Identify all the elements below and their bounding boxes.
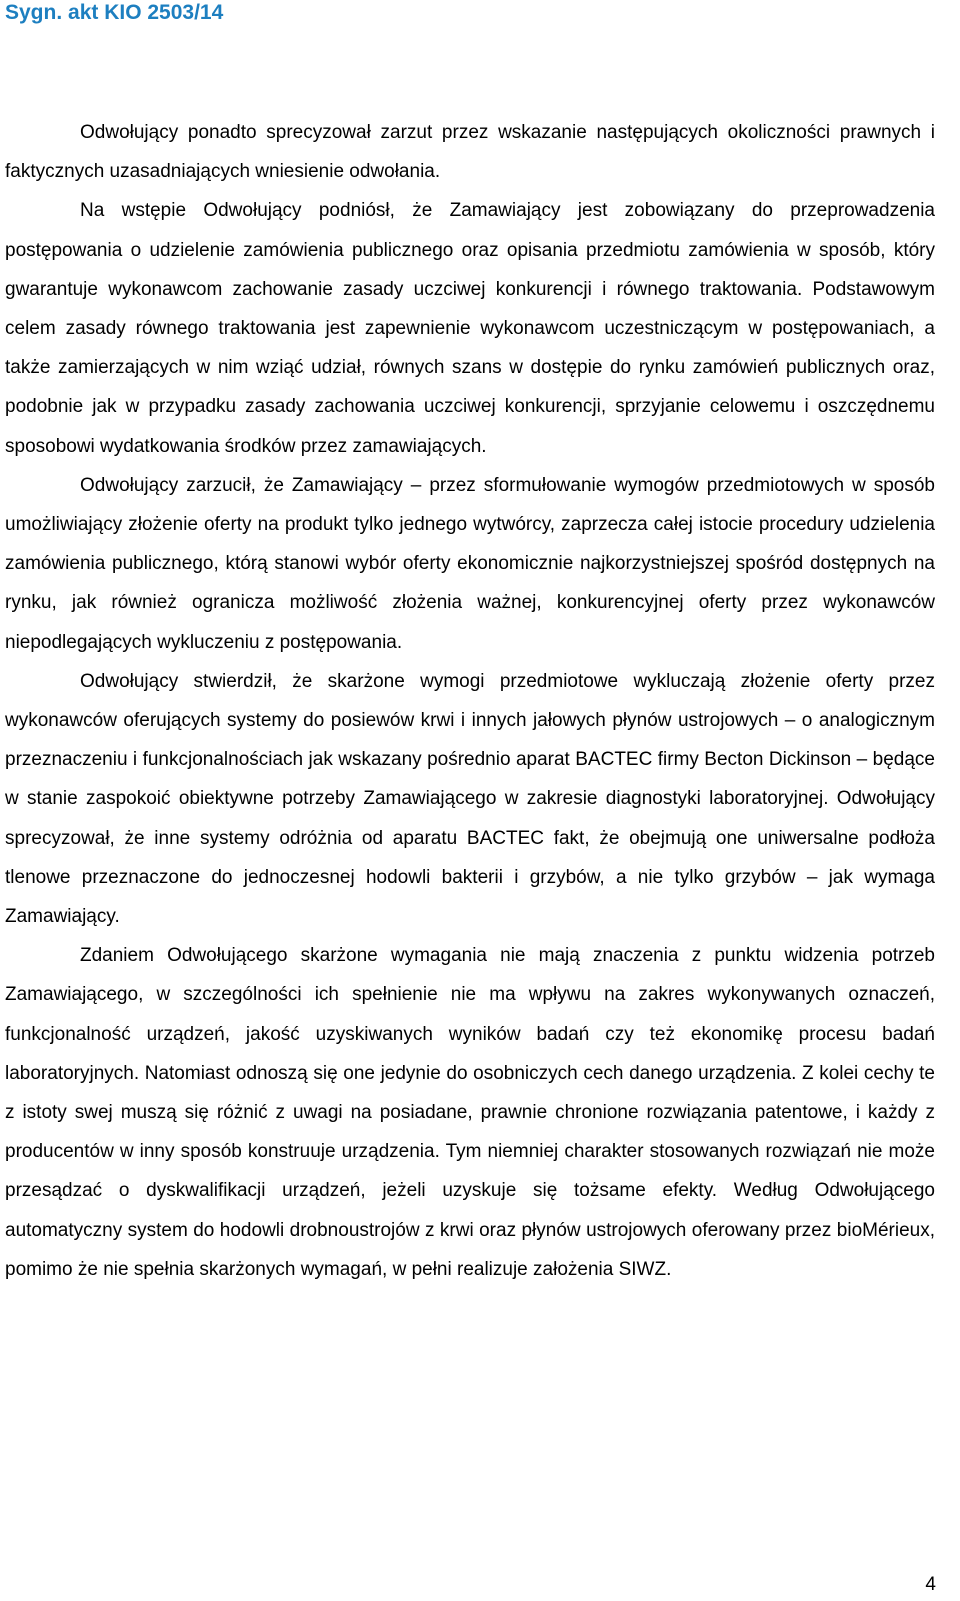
paragraph-2: Na wstępie Odwołujący podniósł, że Zamawiający jest zobowiązany do przeprowadzenia postępowania o udzielenie zamówienia publicznego oraz opisania przedmiotu zamówienia w sposób, który gwarantuje wykonawcom zachowanie zasady uczciwej konkurencji i równego traktowania. Podstawowym celem zasady równego traktowania jest zapewnienie wykonawcom uczestniczącym w postępowaniach, a także zamierzających w nim wziąć udział, równych szans w dostępie do rynku zamówień publicznych oraz, podobnie jak w przypadku zasady zachowania uczciwej konkurencji, sprzyjanie celowemu i oszczędnemu sposobowi wydatkowania środków przez zamawiających. xyxy=(5,200,935,457)
document-body xyxy=(5,113,935,1289)
case-number-header: Sygn. akt KIO 2503/14 xyxy=(5,1,224,24)
paragraph-5: Zdaniem Odwołującego skarżone wymagania nie mają znaczenia z punktu widzenia potrzeb Zamawiającego, w szczególności ich spełnienie nie ma wpływu na zakres wykonywanych oznaczeń, funkcjonalność urządzeń, jakość uzyskiwanych wyników badań czy też ekonomikę procesu badań laboratoryjnych. Natomiast odnoszą się one jedynie do osobniczych cech danego urządzenia. Z kolei cechy te z istoty swej muszą się różnić z uwagi na posiadane, prawnie chronione rozwiązania patentowe, i każdy z producentów w inny sposób konstruuje urządzenia. Tym niemniej charakter stosowanych rozwiązań nie może przesądzać o dyskwalifikacji urządzeń, jeżeli uzyskuje się tożsame efekty. Według Odwołującego automatyczny system do hodowli drobnoustrojów z krwi oraz płynów ustrojowych oferowany przez bioMérieux, pomimo że nie spełnia skarżonych wymagań, w pełni realizuje założenia SIWZ. xyxy=(5,945,935,1280)
paragraph-1: Odwołujący ponadto sprecyzował zarzut przez wskazanie następujących okoliczności prawnych i faktycznych uzasadniających wniesienie odwołania. xyxy=(5,122,935,183)
paragraph-4: Odwołujący stwierdził, że skarżone wymogi przedmiotowe wykluczają złożenie oferty przez wykonawców oferujących systemy do posiewów krwi i innych jałowych płynów ustrojowych – o analogicznym przeznaczeniu i funkcjonalnościach jak wskazany pośrednio aparat BACTEC firmy Becton Dickinson – będące w stanie zaspokoić obiektywne potrzeby Zamawiającego w zakresie diagnostyki laboratoryjnej. Odwołujący sprecyzował, że inne systemy odróżnia od aparatu BACTEC fakt, że obejmują one uniwersalne podłoża tlenowe przeznaczone do jednoczesnej hodowli bakterii i grzybów, a nie tylko grzybów – jak wymaga Zamawiający. xyxy=(5,670,935,928)
page-number: 4 xyxy=(925,1574,936,1595)
paragraph-3: Odwołujący zarzucił, że Zamawiający – przez sformułowanie wymogów przedmiotowych w sposób umożliwiający złożenie oferty na produkt tylko jednego wytwórcy, zaprzecza całej istocie procedury udzielenia zamówienia publicznego, którą stanowi wybór oferty ekonomicznie najkorzystniejszej spośród dostępnych na rynku, jak również ogranicza możliwość złożenia ważnej, konkurencyjnej oferty przez wykonawców niepodlegających wykluczeniu z postępowania. xyxy=(5,474,935,653)
